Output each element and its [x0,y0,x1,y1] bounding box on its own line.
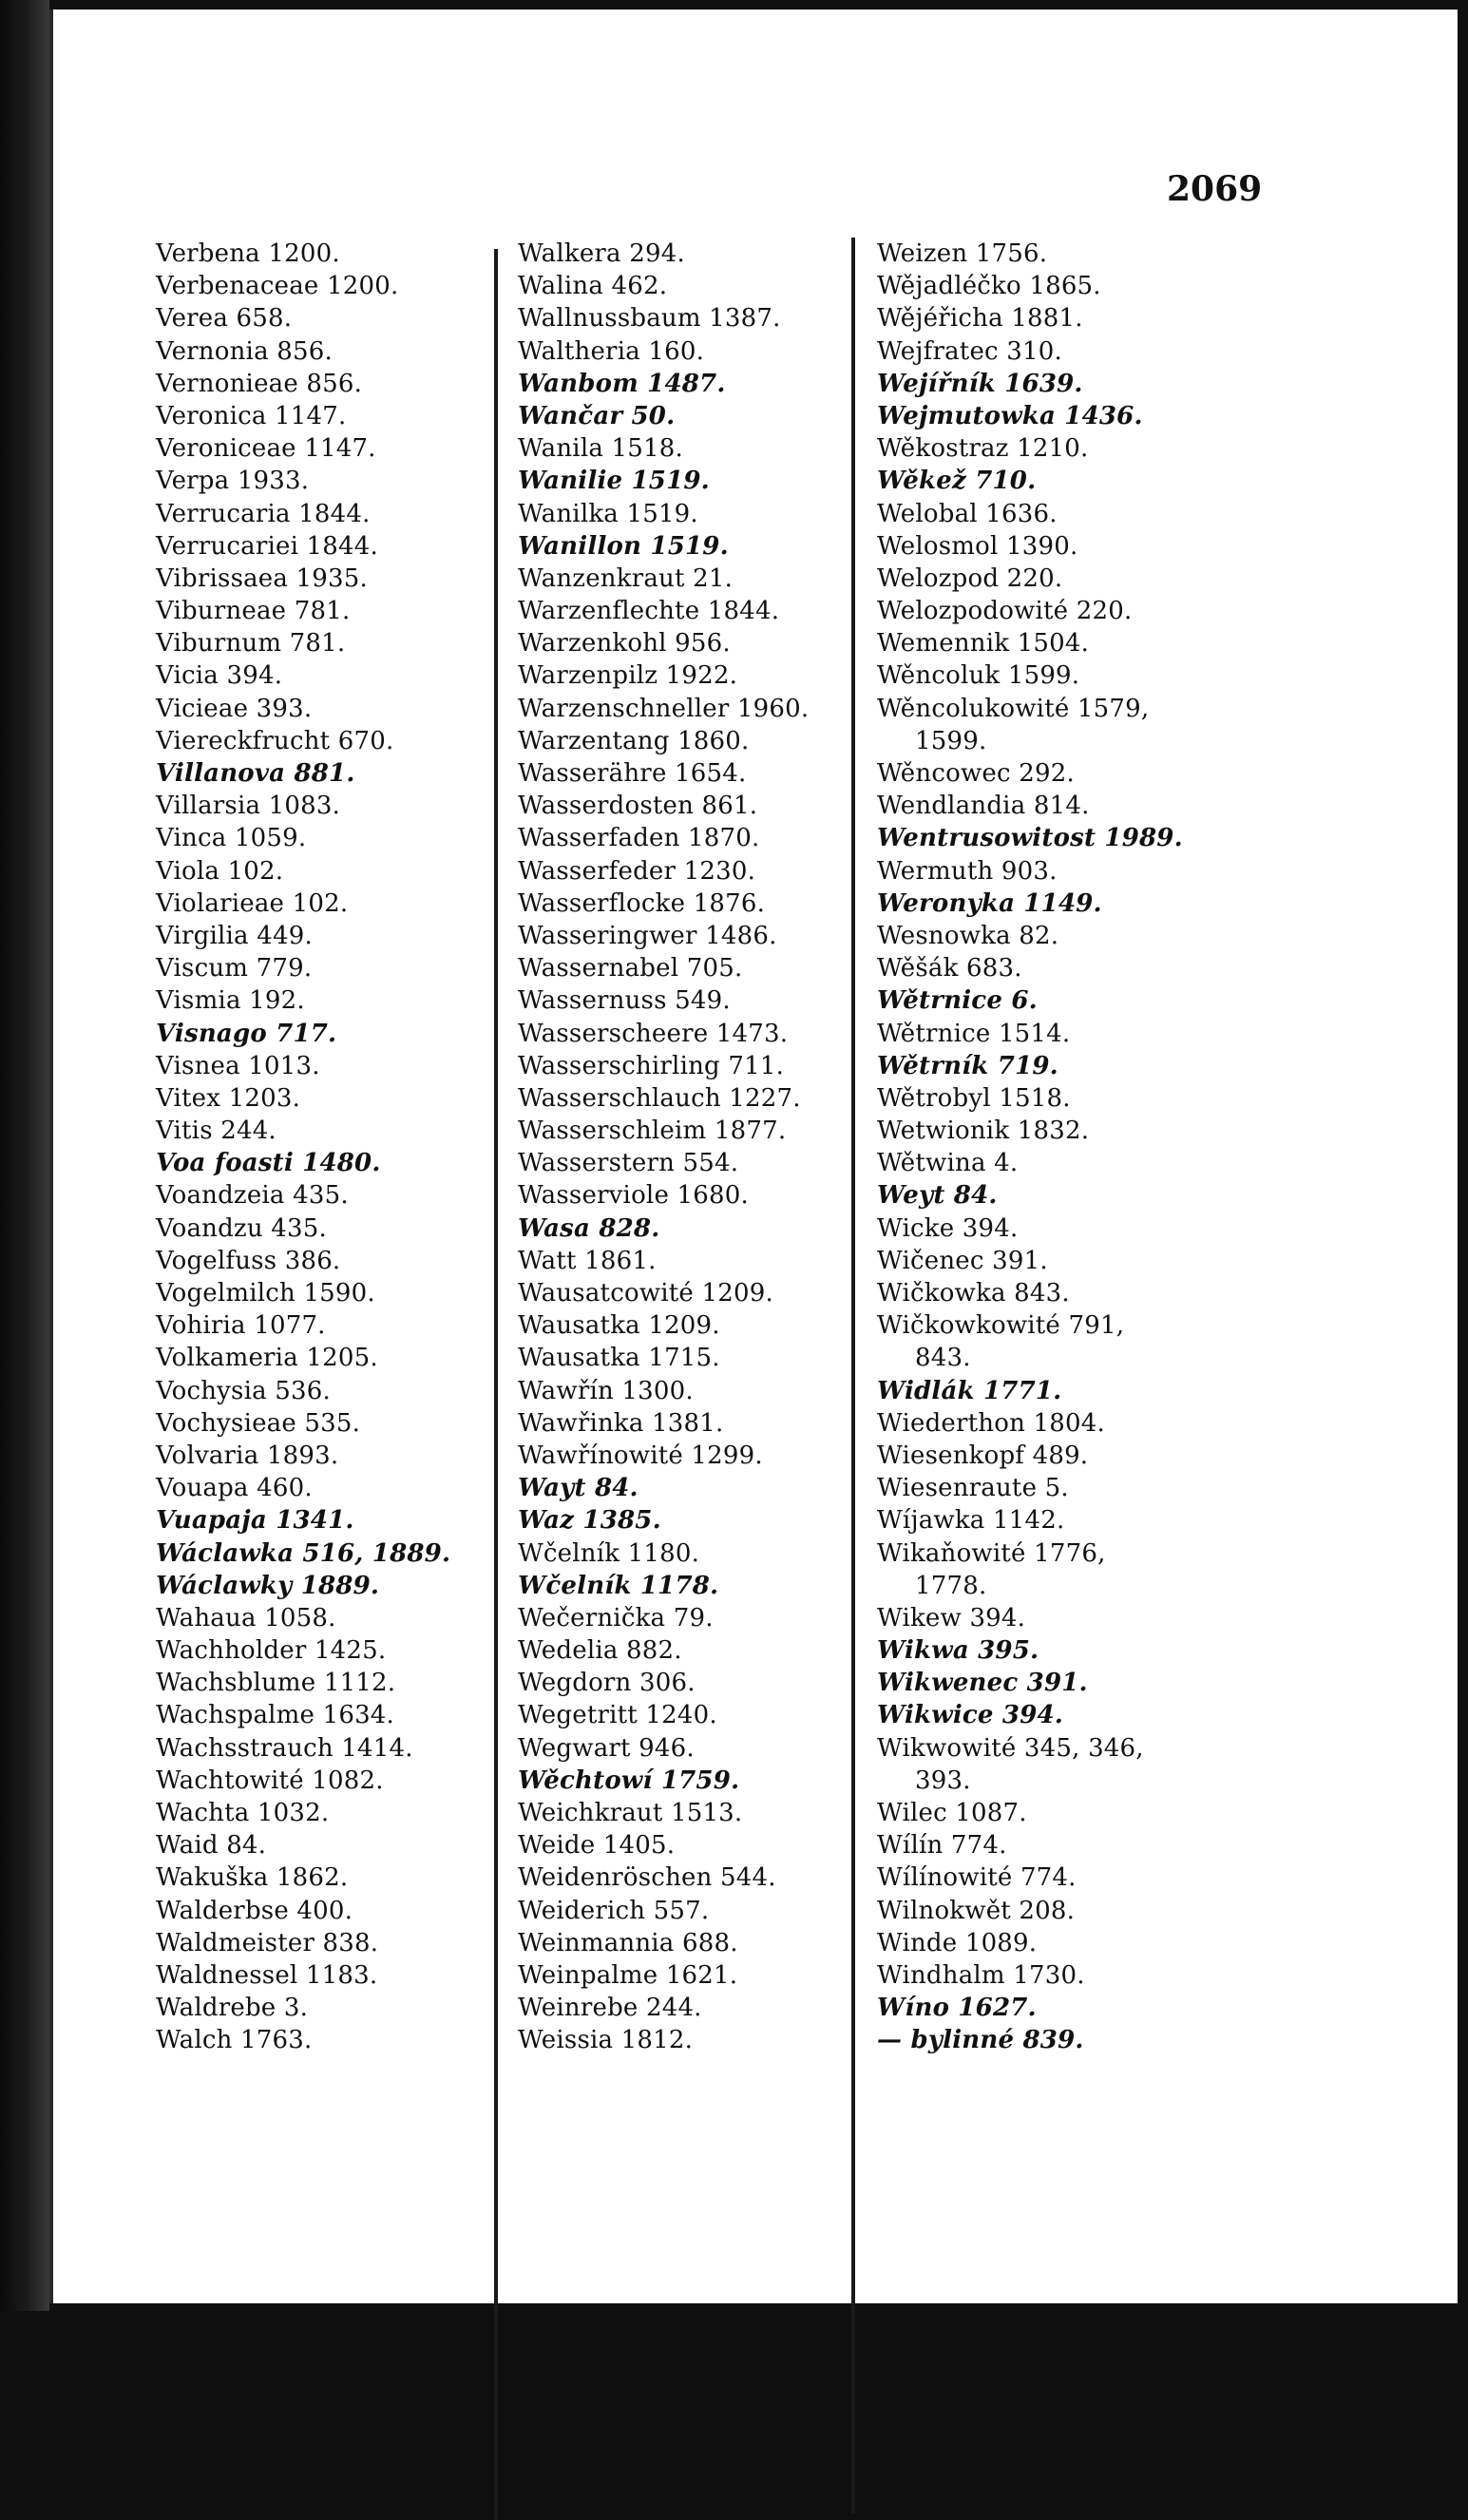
index-entry: Wahaua 1058. [156,1603,336,1632]
index-entry: Waldrebe 3. [156,1994,309,2023]
index-entry: Vinca 1059. [156,824,307,853]
index-entry: Veronica 1147. [156,401,347,430]
index-entry: Wíno 1627. [877,1994,1037,2023]
index-entry: Wikwice 394. [877,1701,1064,1730]
index-entry: Vogelfuss 386. [156,1246,341,1275]
index-entry: Wetwionik 1832. [877,1117,1090,1146]
index-entry: Verea 658. [156,304,293,334]
index-entry: Vitex 1203. [156,1083,301,1113]
index-entry: Weinmannia 688. [518,1928,738,1957]
index-entry: Wěšák 683. [877,954,1022,983]
index-entry: Windhalm 1730. [877,1960,1085,1990]
index-entry: Viscum 779. [156,954,313,983]
index-entry: Wíjawka 1142. [877,1506,1065,1536]
index-entry: Winde 1089. [877,1928,1038,1957]
index-entry: 1599. [915,726,987,755]
index-entry: Wallnussbaum 1387. [518,304,781,334]
index-entry: Walch 1763. [156,2026,313,2055]
index-entry: Welobal 1636. [877,499,1058,528]
index-entry: 393. [915,1766,971,1795]
index-entry: Wendlandia 814. [877,792,1090,821]
index-entry: Viburneae 781. [156,597,351,626]
index-entry: Vernonia 856. [156,336,333,366]
index-entry: Wěncowec 292. [877,759,1075,788]
index-entry: Vismia 192. [156,986,305,1016]
index-entry: Weichkraut 1513. [518,1799,743,1827]
index-entry: Wasserstern 554. [518,1149,739,1178]
index-entry: Virgilia 449. [156,921,313,950]
index-entry: Wikaňowité 1776, [877,1538,1106,1568]
index-entry: Wečernička 79. [518,1603,714,1632]
index-entry: Wachsstrauch 1414. [156,1733,413,1763]
index-entry: 1778. [915,1571,987,1600]
index-entry: Wílínowité 774. [877,1863,1077,1893]
book-spine-shadow [0,0,49,2311]
index-entry: Wiederthon 1804. [877,1408,1105,1438]
column-divider-1 [494,249,498,2520]
index-column-1 [156,238,498,2057]
index-entry: Viburnum 781. [156,629,346,659]
index-entry: Wegdorn 306. [518,1669,696,1698]
index-entry: Watt 1861. [518,1246,657,1275]
index-entry: Wikwa 395. [877,1636,1039,1666]
index-entry: Wayt 84. [518,1474,639,1503]
index-entry: Wachsblume 1112. [156,1669,396,1698]
index-entry: Wasa 828. [518,1213,660,1243]
index-entry: Waldmeister 838. [156,1928,379,1957]
index-entry: Wanbom 1487. [518,369,726,398]
index-entry: Wančar 50. [518,401,676,430]
index-entry: Wanilka 1519. [518,499,698,528]
index-entry: Warzenkohl 956. [518,629,731,659]
index-entry: Waltheria 160. [518,336,705,366]
index-entry: Wasserscheere 1473. [518,1019,789,1048]
index-entry: Weinpalme 1621. [518,1960,738,1990]
index-entry: Wasserdosten 861. [518,792,758,821]
index-entry: Wawřínowité 1299. [518,1441,763,1470]
index-entry: Villarsia 1083. [156,792,341,821]
index-entry: Welosmol 1390. [877,531,1078,561]
index-entry: Wasserviole 1680. [518,1181,749,1211]
index-entry: Vuapaja 1341. [156,1506,354,1536]
index-entry: Wausatka 1715. [518,1344,720,1373]
index-entry: Wěkostraz 1210. [877,434,1089,464]
index-entry: Vicia 394. [156,661,283,691]
index-entry: Wilnokwět 208. [877,1896,1076,1925]
index-entry: Wachspalme 1634. [156,1701,395,1730]
index-entry: Wasserschleim 1877. [518,1117,787,1146]
index-entry: Wegetritt 1240. [518,1701,717,1730]
index-entry: Vogelmilch 1590. [156,1279,375,1308]
index-entry: Verrucariei 1844. [156,531,378,561]
index-entry: Wermuth 903. [877,856,1058,886]
index-entry: Wachtowité 1082. [156,1766,384,1795]
index-entry: Wiesenraute 5. [877,1474,1069,1503]
index-entry: Warzenschneller 1960. [518,694,810,723]
index-entry: Wílín 774. [877,1831,1007,1861]
index-entry: Viola 102. [156,856,284,886]
index-entry: Weidenröschen 544. [518,1863,776,1893]
index-entry: Vohiria 1077. [156,1311,326,1341]
index-entry: Walderbse 400. [156,1896,353,1925]
index-entry: Wětrník 719. [877,1051,1058,1080]
index-entry: Waldnessel 1183. [156,1960,378,1990]
index-entry: Wachholder 1425. [156,1636,387,1666]
index-entry: Wesnowka 82. [877,921,1059,950]
index-entry: Walkera 294. [518,239,685,268]
index-entry: Wikew 394. [877,1603,1026,1632]
index-entry: Wasserschirling 711. [518,1051,785,1080]
index-entry: Weiderich 557. [518,1896,710,1925]
column-divider-2 [851,238,855,2513]
index-entry: Wemennik 1504. [877,629,1090,659]
index-entry: Wětrobyl 1518. [877,1083,1071,1113]
index-entry: Wasseringwer 1486. [518,921,777,950]
index-entry: Wicke 394. [877,1213,1019,1243]
index-entry: Wčelník 1180. [518,1538,700,1568]
index-entry: Wáclawka 516, 1889. [156,1538,451,1568]
index-entry: Verbenaceae 1200. [156,272,399,301]
index-entry: Wausatka 1209. [518,1311,720,1341]
index-entry: Welozpod 220. [877,563,1063,593]
index-entry: Wikwenec 391. [877,1669,1088,1698]
index-entry: Vicieae 393. [156,694,313,723]
index-entry: Wětwina 4. [877,1149,1019,1178]
index-entry: Wěncolukowité 1579, [877,694,1150,723]
page-number: 2069 [1167,169,1263,209]
index-entry: Weizen 1756. [877,239,1048,268]
index-entry: Wejmutowka 1436. [877,401,1143,430]
index-entry: Vochysia 536. [156,1376,331,1405]
index-entry: Wejířník 1639. [877,369,1083,398]
index-entry: Wějéřicha 1881. [877,304,1083,334]
index-entry: Vitis 244. [156,1117,276,1146]
index-entry: Wasserschlauch 1227. [518,1083,801,1113]
index-entry: Wassernuss 549. [518,986,731,1016]
index-entry: Wejfratec 310. [877,336,1062,366]
index-entry: Wičkowkowité 791, [877,1311,1125,1341]
index-entry: Weyt 84. [877,1181,998,1211]
index-entry: Vernonieae 856. [156,369,363,398]
index-entry: Wasserähre 1654. [518,759,747,788]
index-entry: Weinrebe 244. [518,1994,702,2023]
index-entry: Verrucaria 1844. [156,499,371,528]
index-entry: Wětrnice 6. [877,986,1038,1016]
index-entry: Vouapa 460. [156,1474,313,1503]
index-entry: Weide 1405. [518,1831,676,1861]
index-entry: Waid 84. [156,1831,267,1861]
index-entry: Wasserflocke 1876. [518,888,766,918]
index-entry: Volkameria 1205. [156,1344,378,1373]
index-entry: 843. [915,1344,971,1373]
index-entry: Wikwowité 345, 346, [877,1733,1144,1763]
index-entry: Wassernabel 705. [518,954,743,983]
index-entry: Weissia 1812. [518,2026,694,2055]
index-entry: Wanillon 1519. [518,531,729,561]
index-entry: Wausatcowité 1209. [518,1279,773,1308]
index-entry: Voandzu 435. [156,1213,327,1243]
index-entry: Wětrnice 1514. [877,1019,1071,1048]
index-entry: Wasserfeder 1230. [518,856,756,886]
index-entry: Wentrusowitost 1989. [877,824,1183,853]
index-entry: Voa foasti 1480. [156,1149,381,1178]
index-entry: Warzentang 1860. [518,726,750,755]
index-entry: Verbena 1200. [156,239,340,268]
index-entry: Verpa 1933. [156,467,310,496]
index-entry: Warzenpilz 1922. [518,661,738,691]
index-entry: Wiesenkopf 489. [877,1441,1089,1470]
index-entry: Wějadléčko 1865. [877,272,1101,301]
index-entry: Vochysieae 535. [156,1408,361,1438]
index-entry: Warzenflechte 1844. [518,597,780,626]
index-entry: Wěncoluk 1599. [877,661,1080,691]
index-entry: Wanilie 1519. [518,467,710,496]
index-entry: Wěkež 710. [877,467,1037,496]
index-column-3 [877,238,1205,2057]
index-entry: Vibrissaea 1935. [156,563,368,593]
index-entry: Wedelia 882. [518,1636,682,1666]
index-entry: Wěchtowí 1759. [518,1766,740,1795]
index-entry: Welozpodowité 220. [877,597,1133,626]
index-entry: Wčelník 1178. [518,1571,719,1600]
index-entry: Wičenec 391. [877,1246,1048,1275]
index-entry: Waz 1385. [518,1506,661,1536]
index-entry: Wáclawky 1889. [156,1571,380,1600]
index-entry: Wanila 1518. [518,434,683,464]
index-entry: Walina 462. [518,272,668,301]
index-entry: Wegwart 946. [518,1733,695,1763]
index-entry: Wičkowka 843. [877,1279,1070,1308]
index-entry: Volvaria 1893. [156,1441,339,1470]
index-entry: — bylinné 839. [877,2026,1084,2055]
index-entry: Voandzeia 435. [156,1181,349,1211]
index-entry: Viereckfrucht 670. [156,726,394,755]
index-entry: Wilec 1087. [877,1799,1027,1827]
index-entry: Wachta 1032. [156,1799,330,1827]
index-entry: Widlák 1771. [877,1376,1062,1405]
index-entry: Wakuška 1862. [156,1863,349,1893]
index-column-2 [518,238,850,2057]
index-entry: Visnea 1013. [156,1051,320,1080]
index-entry: Wanzenkraut 21. [518,563,734,593]
index-entry: Wawřín 1300. [518,1376,694,1405]
index-entry: Visnago 717. [156,1019,337,1048]
index-entry: Villanova 881. [156,759,355,788]
index-entry: Wasserfaden 1870. [518,824,760,853]
index-entry: Veroniceae 1147. [156,434,376,464]
index-entry: Violarieae 102. [156,888,349,918]
index-entry: Weronyka 1149. [877,888,1102,918]
index-entry: Wawřinka 1381. [518,1408,724,1438]
